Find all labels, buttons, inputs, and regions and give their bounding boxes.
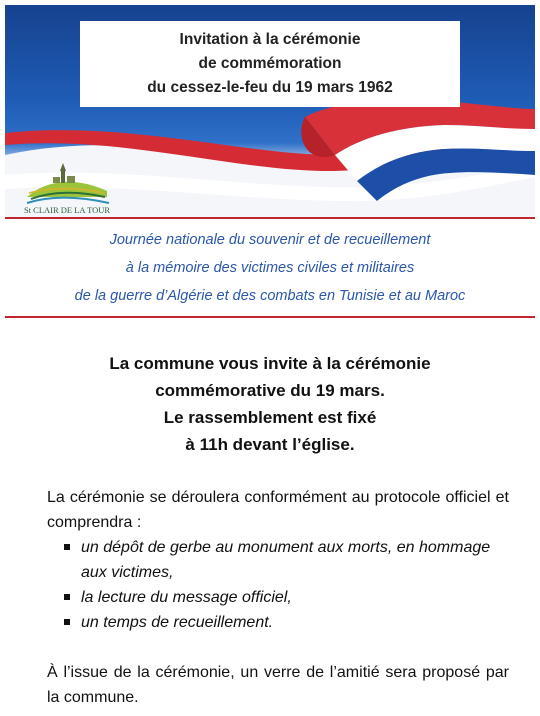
list-item: [64, 610, 514, 635]
logo-label: St CLAIR DE LA TOUR: [23, 205, 111, 215]
invite-line-3: Le rassemblement est fixé: [163, 408, 377, 427]
subtitle-line-3: de la guerre d’Algérie et des combats en Tunisie et au Maroc: [74, 288, 466, 304]
subtitle-line-1: Journée nationale du souvenir et de recueillement: [109, 232, 431, 248]
square-bullet-icon: [64, 594, 70, 600]
bottom-red-divider: [5, 316, 535, 318]
subtitle-line-2: à la mémoire des victimes civiles et militaires: [125, 260, 415, 276]
invitation-heading: [0, 350, 540, 458]
header-banner: [5, 5, 535, 217]
list-item-text: la lecture du message officiel,: [81, 589, 292, 606]
list-item: [64, 585, 514, 610]
intro-paragraph: La cérémonie se déroulera conformément au protocole officiel et comprendra :: [47, 489, 509, 531]
invite-line-4: à 11h devant l’église.: [185, 435, 355, 454]
top-red-divider: [5, 217, 535, 219]
title-line-3: du cessez-le-feu du 19 mars 1962: [147, 79, 393, 96]
list-item-text: un temps de recueillement.: [81, 614, 274, 631]
invite-line-2: commémorative du 19 mars.: [155, 381, 385, 400]
closing-paragraph: À l’issue de la cérémonie, un verre de l’amitié sera proposé par la commune.: [47, 664, 509, 706]
list-item-text: un dépôt de gerbe au monument aux morts, en hommage aux victimes,: [81, 539, 491, 581]
list-item: [64, 535, 514, 585]
square-bullet-icon: [64, 619, 70, 625]
commune-logo: [17, 157, 117, 217]
invite-line-1: La commune vous invite à la cérémonie: [109, 354, 431, 373]
ceremony-program-list: [64, 535, 514, 635]
invitation-title-box: [80, 21, 460, 107]
village-hill-icon: [17, 157, 117, 207]
subtitle-block: [0, 226, 540, 310]
title-line-2: de commémoration: [198, 55, 342, 72]
title-line-1: Invitation à la cérémonie: [179, 31, 361, 48]
square-bullet-icon: [64, 544, 70, 550]
